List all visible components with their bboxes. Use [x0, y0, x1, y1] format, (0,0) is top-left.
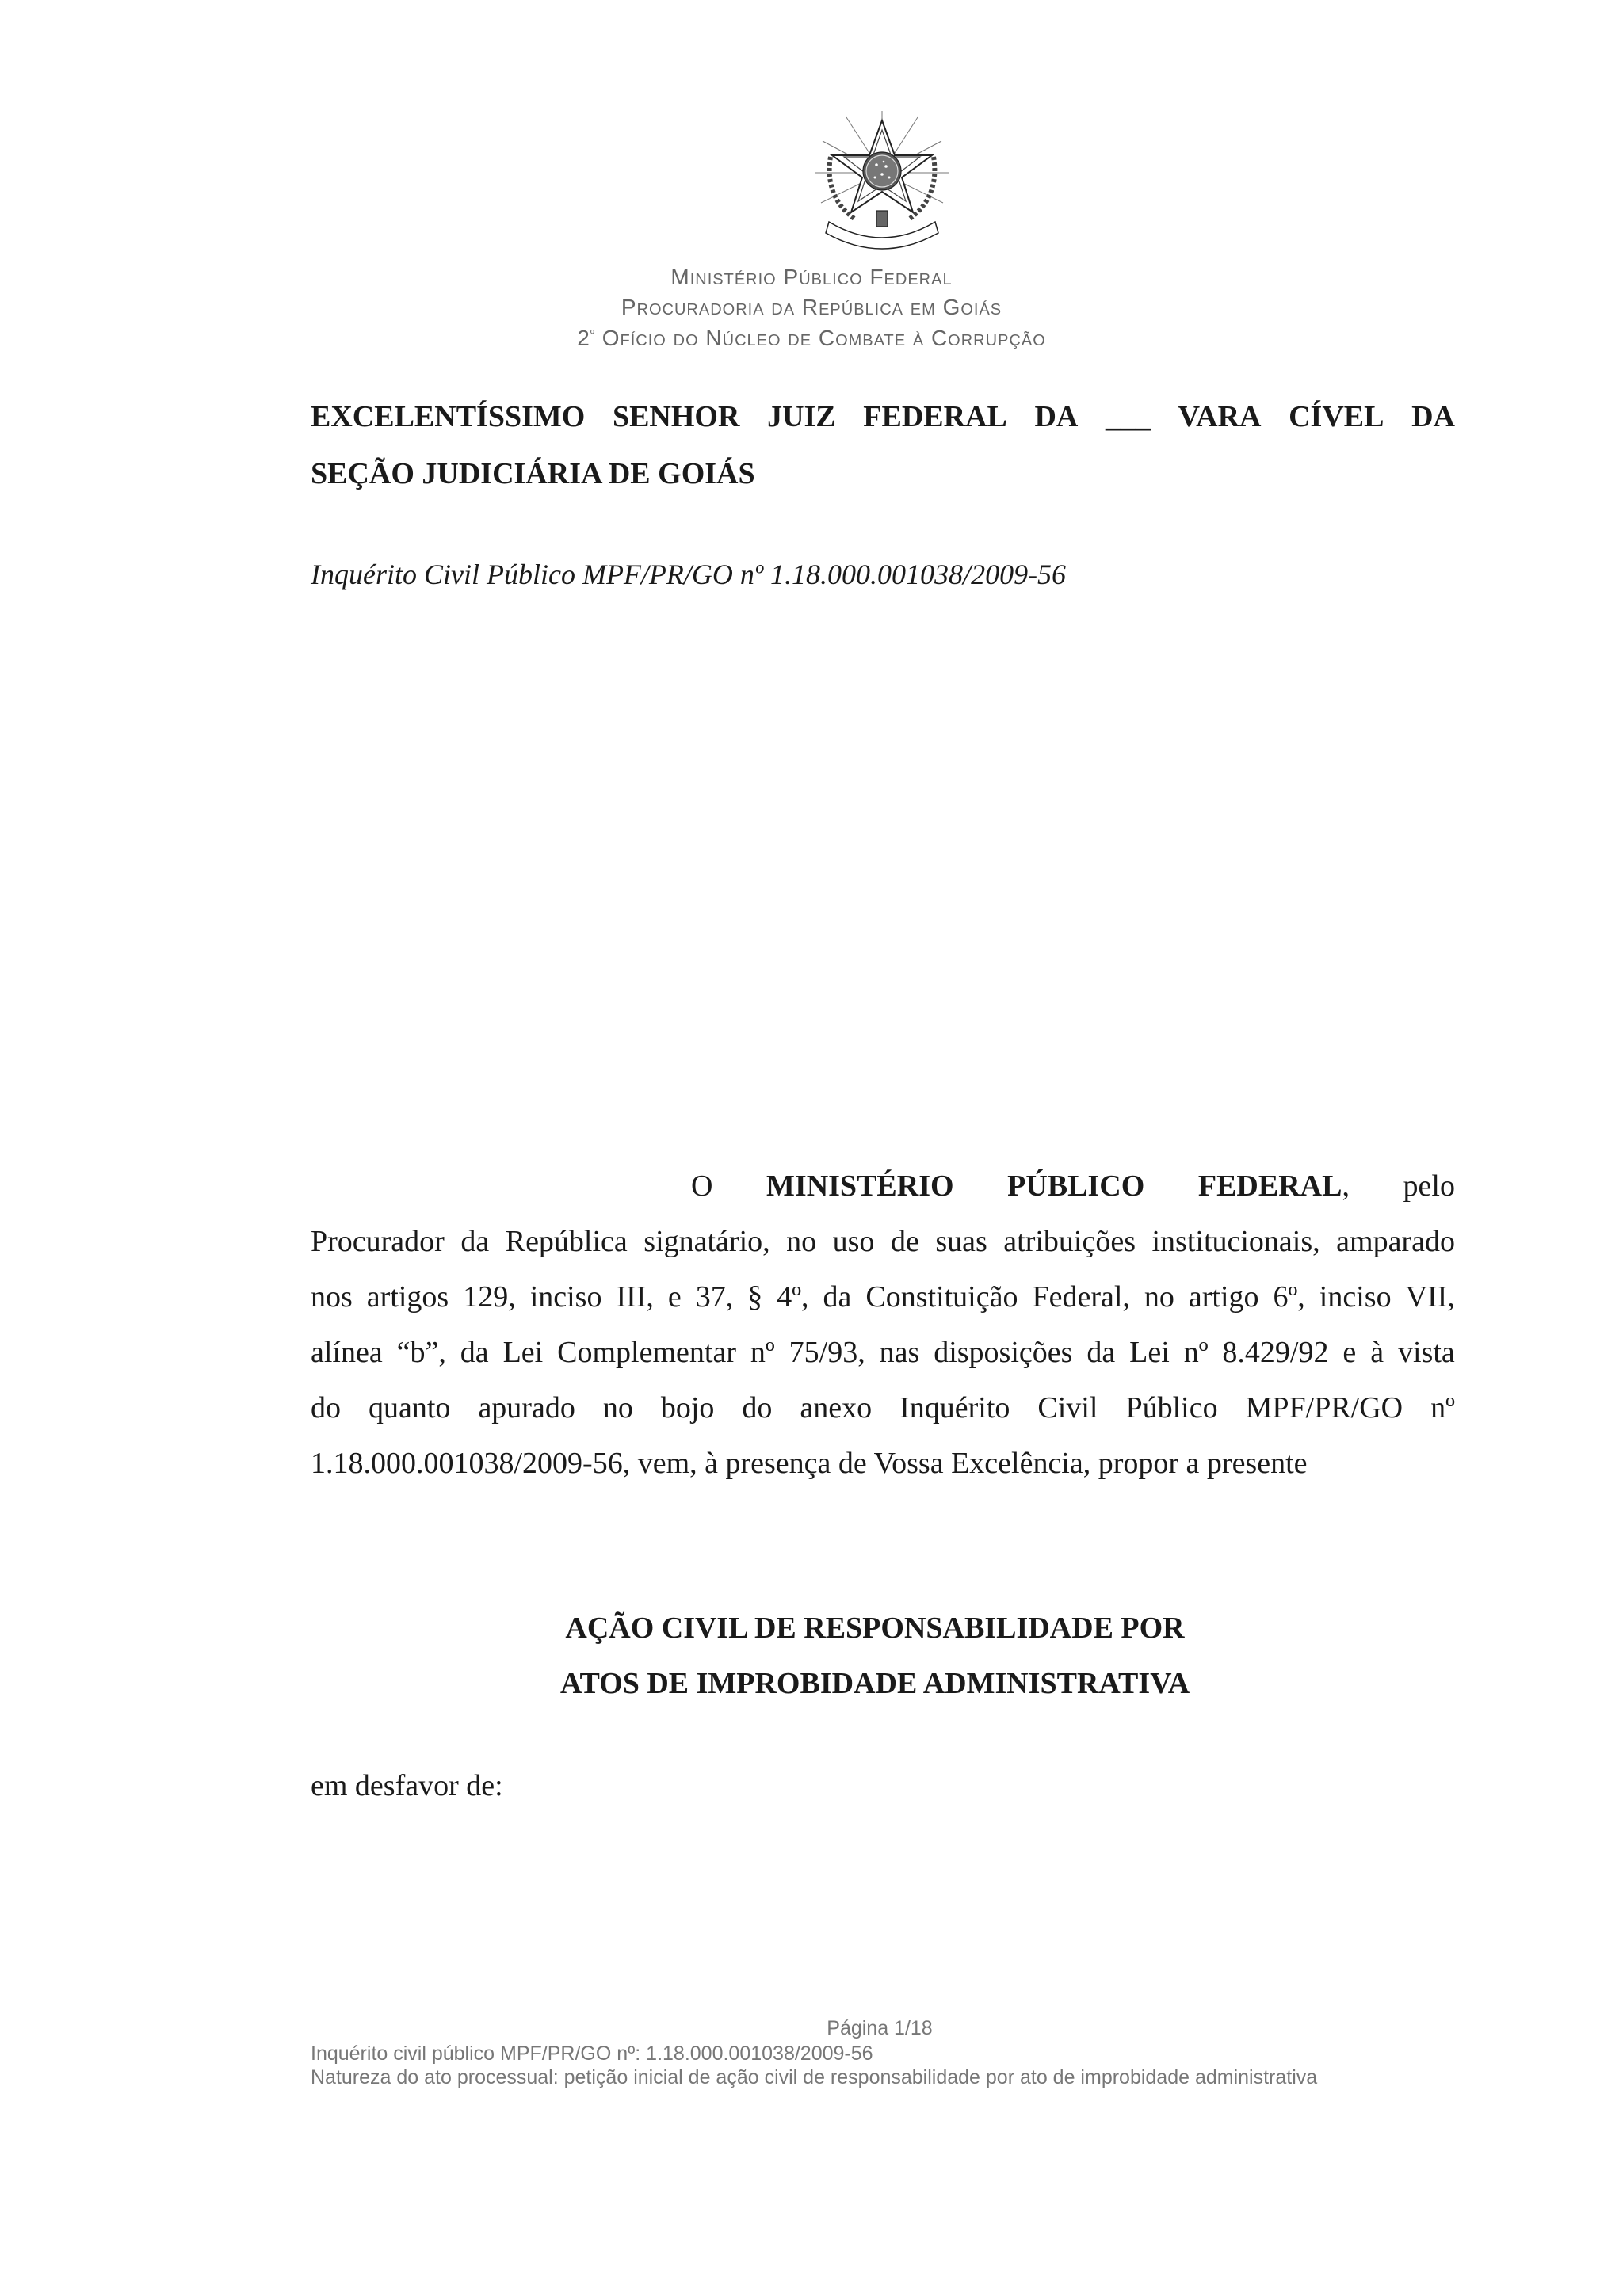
header-procuradoria: Procuradoria da República em Goiás	[621, 295, 1002, 319]
word: MPF/PR/GO	[1245, 1391, 1403, 1425]
word: da	[823, 1280, 852, 1314]
word: da	[460, 1336, 489, 1369]
word: 4º,	[777, 1280, 809, 1314]
word: nos	[311, 1280, 353, 1314]
word: da	[460, 1225, 490, 1258]
header-ministerio: Ministério Público Federal	[670, 265, 953, 289]
word: 75/93,	[789, 1336, 865, 1369]
word: Complementar	[557, 1336, 736, 1369]
inquerito-reference: Inquérito Civil Público MPF/PR/GO nº 1.18.000.001038/2009-56	[311, 559, 1067, 590]
word: III,	[616, 1280, 654, 1314]
word: no	[1144, 1280, 1174, 1314]
word: amparado	[1336, 1225, 1455, 1258]
word: Inquérito	[899, 1391, 1010, 1425]
paragraph-line: 1.18.000.001038/2009-56, vem, à presença de Vossa Excelência, propor a presente	[311, 1447, 1308, 1480]
word: nas	[879, 1336, 920, 1369]
word: 37,	[695, 1280, 734, 1314]
word: apurado	[478, 1391, 575, 1425]
paragraph-line	[311, 1325, 1455, 1380]
word: Lei	[1129, 1336, 1170, 1369]
word: signatário,	[643, 1225, 770, 1258]
word: de	[890, 1225, 919, 1258]
word: vista	[1398, 1336, 1455, 1369]
word: 6º,	[1273, 1280, 1305, 1314]
word: anexo	[800, 1391, 873, 1425]
paragraph-line	[311, 1269, 1455, 1325]
word: nº	[750, 1336, 775, 1369]
word: inciso	[1319, 1280, 1392, 1314]
word: uso	[832, 1225, 875, 1258]
word: artigo	[1188, 1280, 1259, 1314]
word: inciso	[529, 1280, 602, 1314]
word: Constituição	[865, 1280, 1018, 1314]
word: República	[505, 1225, 628, 1258]
word: suas	[935, 1225, 987, 1258]
word: VII,	[1405, 1280, 1455, 1314]
footer-inquerito: Inquérito civil público MPF/PR/GO nº: 1.18.000.001038/2009-56	[311, 2042, 873, 2065]
word: quanto	[369, 1391, 451, 1425]
word: 8.429/92	[1222, 1336, 1329, 1369]
word: atribuições	[1003, 1225, 1136, 1258]
opening-paragraph: O MINISTÉRIO PÚBLICO FEDERAL, pelo Procurador da República signatário, no uso de suas atribuições institucionais, amparado nos artigos 129, inciso III, e 37, § 4º, da Constituição Federal, no artigo 6º, inciso VII, alínea “b”, da Lei Complementar nº 75/93, nas disposições da Lei nº 8.429/92 e à vista do quanto apurado no bojo do anexo Inquérito Civil Público MPF/PR/GO nº 1.18.000.001038/2009-56, vem, à presença de Vossa Excelência, propor a presente	[311, 1158, 1455, 1491]
action-title: AÇÃO CIVIL DE RESPONSABILIDADE POR ATOS DE IMPROBIDADE ADMINISTRATIVA	[559, 1611, 1190, 1700]
word: e	[1342, 1336, 1357, 1369]
word: Lei	[502, 1336, 544, 1369]
word: bojo	[660, 1391, 715, 1425]
word: da	[1086, 1336, 1116, 1369]
word: e	[667, 1280, 682, 1314]
word: disposições	[934, 1336, 1073, 1369]
word: nº	[1183, 1336, 1209, 1369]
paragraph-line	[311, 1214, 1455, 1269]
addressee: EXCELENTÍSSIMO SENHOR JUIZ FEDERAL DA ___ VARA CÍVEL DA SEÇÃO JUDICIÁRIA DE GOIÁS	[311, 400, 1455, 490]
word: Público	[1125, 1391, 1218, 1425]
word: no	[786, 1225, 817, 1258]
word: 129,	[463, 1280, 516, 1314]
word: institucionais,	[1151, 1225, 1320, 1258]
word: “b”,	[396, 1336, 446, 1369]
coat-of-arms-seal	[807, 109, 957, 252]
word: artigos	[366, 1280, 449, 1314]
page-number: Página 1/18	[827, 2017, 933, 2039]
word: do	[311, 1391, 341, 1425]
paragraph-line	[311, 1380, 1455, 1436]
word: Civil	[1037, 1391, 1098, 1425]
footer-natureza: Natureza do ato processual: petição inicial de ação civil de responsabilidade por ato de improbidade administrativa	[311, 2066, 1318, 2088]
em-desfavor: em desfavor de:	[311, 1769, 503, 1802]
word: alínea	[311, 1336, 383, 1369]
word: nº	[1430, 1391, 1455, 1425]
header-oficio: $2^º$ Ofício do Núcleo de Combate à Corrupção	[577, 326, 1046, 350]
word: do	[742, 1391, 773, 1425]
word: Federal,	[1032, 1280, 1130, 1314]
word: §	[747, 1280, 763, 1314]
word: Procurador	[311, 1225, 445, 1258]
word: no	[602, 1391, 633, 1425]
word: à	[1370, 1336, 1384, 1369]
